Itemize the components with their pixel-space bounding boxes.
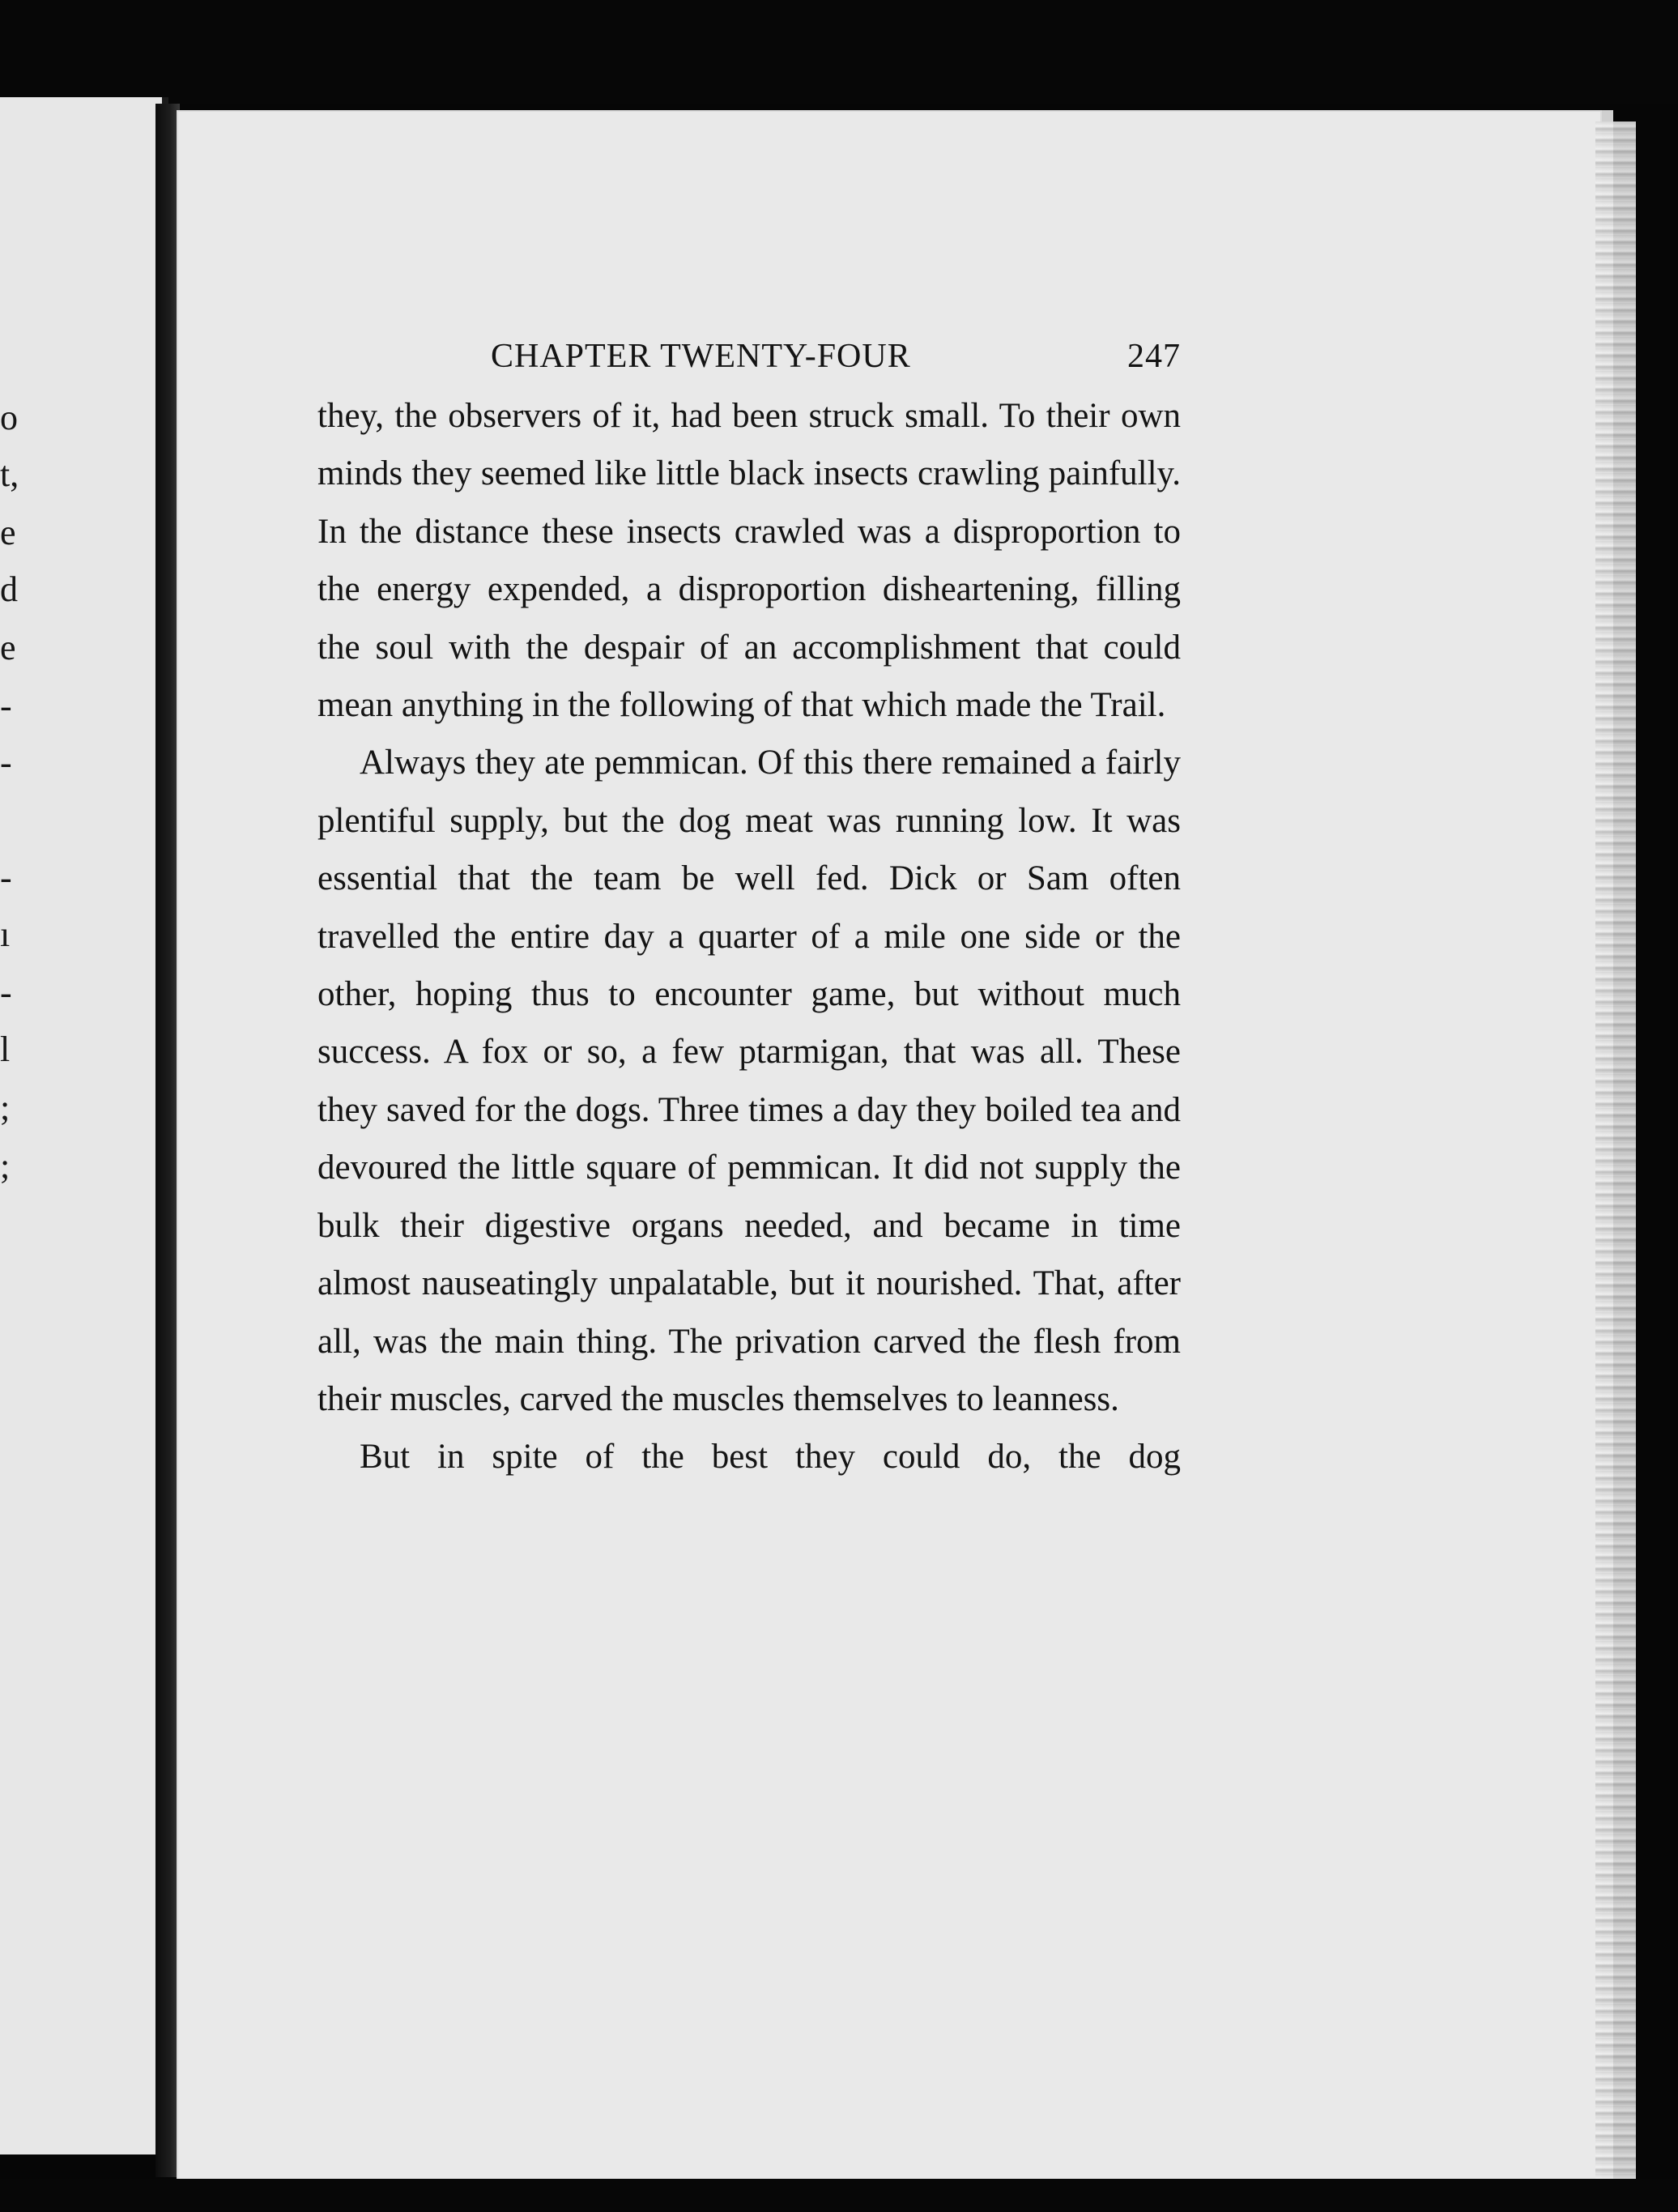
- edge-fragment: -: [0, 743, 12, 782]
- page-text-block: [317, 337, 1181, 1486]
- paragraph-last: But in spite of the best they could do, the dog: [360, 1438, 1181, 1477]
- edge-fragment: ;: [0, 1088, 11, 1127]
- edge-fragment: -: [0, 686, 12, 726]
- chapter-title: CHAPTER TWENTY-FOUR: [491, 338, 911, 375]
- page-number: 247: [1127, 338, 1181, 375]
- edge-fragment: -: [0, 858, 12, 897]
- page-stack-edge: [1595, 121, 1636, 2179]
- paragraph-continued: they, the observers of it, had been struck small. To their own minds they seemed like little black insects crawling painfully. In the distance these insects crawled was a disproportion to the energy expended, a disproportion disheartening, filling the soul with the despair of an accomplishment that could mean anything in the following of that which made the Trail.: [317, 397, 1181, 725]
- edge-fragment: t,: [0, 454, 19, 494]
- paragraph: Always they ate pemmican. Of this there remained a fairly plentiful supply, but the dog meat was running low. It was essential that the team be well fed. Dick or Sam often travelled the entire day a quarter of a mile one side or the other, hoping thus to encounter game, but without much success. A fox or so, a few ptarmigan, that was all. These they saved for the dogs. Three times a day they boiled tea and devoured the little square of pemmican. It did not supply the bulk their digestive organs needed, and became in time almost nauseatingly unpalatable, but it nourished. That, after all, was the main thing. The privation carved the flesh from their muscles, carved the muscles themselves to leanness.: [317, 744, 1181, 1418]
- edge-fragment: e: [0, 628, 16, 667]
- facing-page-left: [0, 97, 168, 2154]
- edge-fragment: ı: [0, 914, 11, 954]
- running-head: [317, 337, 1181, 387]
- edge-fragment: l: [0, 1029, 11, 1069]
- scan-bottom-border: [0, 2179, 1678, 2212]
- edge-fragment: ;: [0, 1146, 11, 1186]
- edge-fragment: d: [0, 569, 18, 609]
- edge-fragment: e: [0, 513, 16, 552]
- facing-page-text-fragments: [0, 97, 49, 1474]
- scan-top-border: [0, 0, 1678, 104]
- edge-fragment: -: [0, 973, 12, 1012]
- edge-fragment: o: [0, 398, 18, 437]
